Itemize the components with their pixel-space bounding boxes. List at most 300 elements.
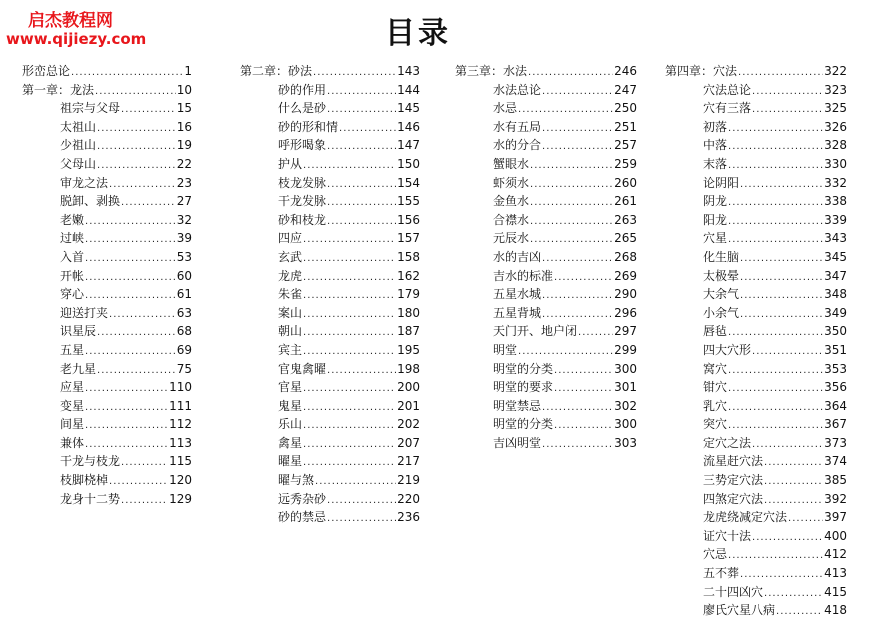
toc-dot-leader: [542, 287, 613, 306]
toc-entry[interactable]: [455, 81, 637, 100]
toc-entry-page-number: 236: [397, 510, 420, 525]
toc-entry[interactable]: [665, 136, 847, 155]
toc-entry-page-number: 261: [614, 194, 637, 209]
toc-entry-title: 脱卸、剥换: [60, 194, 121, 209]
toc-entry-page-number: 68: [176, 324, 192, 339]
toc-dot-leader: [764, 454, 823, 473]
toc-entry-page-number: 16: [176, 119, 192, 134]
toc-entry-title: 四应: [278, 231, 303, 246]
toc-entry-title: 水的分合: [493, 138, 542, 153]
toc-entry[interactable]: [455, 136, 637, 155]
toc-entry-page-number: 219: [397, 473, 420, 488]
toc-dot-leader: [728, 399, 823, 418]
toc-entry-page-number: 353: [824, 361, 847, 376]
toc-dot-leader: [97, 138, 176, 157]
toc-dot-leader: [752, 101, 823, 120]
toc-entry[interactable]: [240, 248, 420, 267]
toc-entry[interactable]: [455, 174, 637, 193]
toc-entry[interactable]: [665, 155, 847, 174]
toc-entry-title: 定穴之法: [703, 435, 752, 450]
toc-entry-page-number: 69: [176, 342, 192, 357]
toc-entry[interactable]: [240, 360, 420, 379]
toc-dot-leader: [303, 399, 396, 418]
toc-entry-page-number: 373: [824, 435, 847, 450]
toc-entry[interactable]: [22, 192, 192, 211]
toc-entry[interactable]: [665, 471, 847, 490]
toc-entry[interactable]: [455, 248, 637, 267]
toc-entry-page-number: 19: [176, 138, 192, 153]
toc-entry[interactable]: [455, 229, 637, 248]
toc-entry[interactable]: [455, 434, 637, 453]
toc-entry-title: 二十四凶穴: [703, 584, 764, 599]
toc-entry-page-number: 265: [614, 231, 637, 246]
toc-entry[interactable]: [22, 118, 192, 137]
toc-entry-page-number: 247: [614, 82, 637, 97]
toc-entry[interactable]: [22, 211, 192, 230]
toc-entry[interactable]: [22, 397, 192, 416]
toc-entry[interactable]: [240, 378, 420, 397]
toc-entry-title: 老九星: [60, 361, 97, 376]
toc-entry[interactable]: [240, 434, 420, 453]
toc-entry[interactable]: [455, 397, 637, 416]
toc-entry-title: 龙身十二势: [60, 491, 121, 506]
toc-dot-leader: [542, 436, 613, 455]
toc-dot-leader: [85, 231, 176, 250]
toc-entry-page-number: 155: [397, 194, 420, 209]
toc-entry-title: 乳穴: [703, 398, 728, 413]
toc-entry-page-number: 10: [176, 82, 192, 97]
watermark-site-name: 启杰教程网: [28, 11, 113, 31]
toc-dot-leader: [85, 417, 168, 436]
toc-dot-leader: [554, 362, 613, 381]
toc-entry[interactable]: [240, 285, 420, 304]
toc-dot-leader: [97, 120, 176, 139]
toc-entry-page-number: 302: [614, 398, 637, 413]
toc-entry[interactable]: [665, 564, 847, 583]
toc-dot-leader: [121, 492, 168, 511]
toc-entry[interactable]: [665, 285, 847, 304]
toc-entry[interactable]: [240, 322, 420, 341]
toc-entry-title: 形峦总论: [22, 64, 71, 78]
toc-dot-leader: [303, 324, 396, 343]
toc-entry[interactable]: [455, 360, 637, 379]
toc-entry-page-number: 115: [169, 454, 192, 469]
toc-dot-leader: [121, 194, 176, 213]
toc-entry[interactable]: [665, 174, 847, 193]
toc-entry-title: 蟹眼水: [493, 156, 530, 171]
toc-entry-title: 干龙与枝龙: [60, 454, 121, 469]
toc-entry-title: 间星: [60, 417, 85, 432]
toc-entry[interactable]: [665, 99, 847, 118]
toc-dot-leader: [740, 287, 823, 306]
toc-entry-page-number: 323: [824, 82, 847, 97]
toc-entry-title: 第三章：水法: [455, 64, 528, 78]
toc-entry[interactable]: [240, 508, 420, 527]
toc-entry-page-number: 53: [176, 249, 192, 264]
toc-entry-title: 阴龙: [703, 194, 728, 209]
toc-entry[interactable]: [22, 174, 192, 193]
toc-entry-title: 吉凶明堂: [493, 435, 542, 450]
toc-entry[interactable]: [665, 527, 847, 546]
toc-chapter-entry[interactable]: [22, 81, 192, 100]
toc-entry[interactable]: [240, 118, 420, 137]
toc-entry[interactable]: [22, 490, 192, 509]
toc-entry-title: 案山: [278, 305, 303, 320]
toc-entry[interactable]: [665, 545, 847, 564]
toc-entry-title: 天门开、地户闭: [493, 324, 578, 339]
toc-entry-page-number: 60: [176, 268, 192, 283]
toc-entry[interactable]: [22, 378, 192, 397]
toc-dot-leader: [728, 120, 823, 139]
toc-entry[interactable]: [665, 452, 847, 471]
toc-entry-title: 吉水的标准: [493, 268, 554, 283]
toc-entry-title: 穴星: [703, 231, 728, 246]
toc-entry-title: 突穴: [703, 417, 728, 432]
toc-entry[interactable]: [665, 211, 847, 230]
toc-entry-title: 曜星: [278, 454, 303, 469]
toc-entry-title: 钳穴: [703, 380, 728, 395]
toc-entry[interactable]: [240, 192, 420, 211]
toc-entry[interactable]: [22, 267, 192, 286]
toc-column-2: [240, 62, 420, 527]
toc-entry[interactable]: [22, 99, 192, 118]
toc-entry-title: 远秀杂砂: [278, 491, 327, 506]
toc-entry[interactable]: [665, 490, 847, 509]
toc-entry-title: 枝脚桡棹: [60, 473, 109, 488]
toc-entry-title: 乐山: [278, 417, 303, 432]
toc-entry-title: 小余气: [703, 305, 740, 320]
toc-entry[interactable]: [665, 322, 847, 341]
toc-chapter-entry[interactable]: [22, 62, 192, 81]
toc-entry-title: 化生脑: [703, 249, 740, 264]
toc-entry-title: 祖宗与父母: [60, 101, 121, 116]
toc-entry-title: 廖氏穴星八病: [703, 603, 776, 618]
toc-entry-page-number: 250: [614, 101, 637, 116]
toc-entry[interactable]: [240, 397, 420, 416]
toc-entry[interactable]: [665, 81, 847, 100]
toc-entry-title: 砂的禁忌: [278, 510, 327, 525]
toc-chapter-entry[interactable]: [665, 62, 847, 81]
toc-entry[interactable]: [455, 267, 637, 286]
toc-entry-title: 窝穴: [703, 361, 728, 376]
toc-entry-title: 砂的作用: [278, 82, 327, 97]
toc-entry[interactable]: [240, 174, 420, 193]
toc-dot-leader: [764, 473, 823, 492]
toc-entry-page-number: 260: [614, 175, 637, 190]
toc-entry-page-number: 349: [824, 305, 847, 320]
toc-dot-leader: [85, 269, 176, 288]
toc-entry-page-number: 257: [614, 138, 637, 153]
toc-entry-title: 砂和枝龙: [278, 212, 327, 227]
toc-entry[interactable]: [455, 415, 637, 434]
toc-entry-title: 曜与煞: [278, 473, 315, 488]
toc-entry-title: 龙虎绕减定穴法: [703, 510, 788, 525]
toc-entry[interactable]: [665, 434, 847, 453]
toc-entry[interactable]: [455, 118, 637, 137]
toc-entry-page-number: 220: [397, 491, 420, 506]
toc-entry[interactable]: [665, 378, 847, 397]
toc-entry-title: 论阴阳: [703, 175, 740, 190]
toc-dot-leader: [327, 194, 396, 213]
toc-dot-leader: [530, 194, 613, 213]
toc-entry-title: 末落: [703, 156, 728, 171]
toc-dot-leader: [752, 83, 823, 102]
toc-entry[interactable]: [665, 118, 847, 137]
toc-dot-leader: [728, 157, 823, 176]
toc-dot-leader: [85, 213, 176, 232]
toc-entry-page-number: 251: [614, 119, 637, 134]
toc-entry-page-number: 400: [824, 528, 847, 543]
toc-entry-page-number: 296: [614, 305, 637, 320]
toc-entry-title: 开帐: [60, 268, 85, 283]
toc-entry-title: 入首: [60, 249, 85, 264]
toc-entry-title: 应星: [60, 380, 85, 395]
toc-entry-page-number: 201: [397, 398, 420, 413]
toc-dot-leader: [327, 492, 396, 511]
toc-entry-title: 呼形喝象: [278, 138, 327, 153]
toc-entry-title: 宾主: [278, 342, 303, 357]
toc-dot-leader: [97, 362, 176, 381]
toc-entry[interactable]: [665, 267, 847, 286]
toc-dot-leader: [327, 510, 396, 529]
toc-dot-leader: [327, 362, 396, 381]
toc-entry[interactable]: [665, 397, 847, 416]
toc-entry[interactable]: [665, 415, 847, 434]
toc-dot-leader: [530, 231, 613, 250]
toc-entry-page-number: 351: [824, 342, 847, 357]
toc-dot-leader: [85, 399, 168, 418]
toc-entry[interactable]: [240, 229, 420, 248]
toc-entry-title: 水的吉凶: [493, 249, 542, 264]
toc-entry-title: 五星: [60, 342, 85, 357]
toc-entry[interactable]: [455, 378, 637, 397]
toc-dot-leader: [303, 436, 396, 455]
toc-entry[interactable]: [455, 211, 637, 230]
toc-entry-page-number: 343: [824, 231, 847, 246]
toc-entry[interactable]: [240, 136, 420, 155]
toc-entry[interactable]: [22, 155, 192, 174]
toc-entry-page-number: 330: [824, 156, 847, 171]
toc-entry[interactable]: [665, 192, 847, 211]
toc-entry-page-number: 144: [397, 82, 420, 97]
toc-entry-title: 明堂的要求: [493, 380, 554, 395]
toc-dot-leader: [303, 250, 396, 269]
toc-entry-title: 阳龙: [703, 212, 728, 227]
toc-entry-title: 官星: [278, 380, 303, 395]
toc-dot-leader: [776, 603, 823, 622]
toc-entry-page-number: 113: [169, 435, 192, 450]
page-title: 目录: [385, 16, 451, 51]
toc-entry-title: 朱雀: [278, 287, 303, 302]
toc-entry-title: 明堂的分类: [493, 361, 554, 376]
toc-entry[interactable]: [240, 471, 420, 490]
toc-entry[interactable]: [455, 155, 637, 174]
toc-entry-page-number: 392: [824, 491, 847, 506]
toc-entry[interactable]: [22, 360, 192, 379]
toc-dot-leader: [327, 176, 396, 195]
toc-entry-title: 识星辰: [60, 324, 97, 339]
toc-entry[interactable]: [455, 322, 637, 341]
toc-entry[interactable]: [22, 341, 192, 360]
toc-dot-leader: [554, 380, 613, 399]
toc-entry-title: 兼体: [60, 435, 85, 450]
watermark-url: www.qijiezy.com: [6, 30, 147, 48]
toc-entry[interactable]: [240, 211, 420, 230]
toc-entry-page-number: 147: [397, 138, 420, 153]
toc-entry[interactable]: [240, 99, 420, 118]
toc-entry[interactable]: [455, 304, 637, 323]
toc-entry[interactable]: [240, 304, 420, 323]
toc-entry[interactable]: [22, 415, 192, 434]
toc-entry-title: 四煞定穴法: [703, 491, 764, 506]
toc-entry-page-number: 27: [176, 194, 192, 209]
toc-dot-leader: [554, 417, 613, 436]
toc-entry[interactable]: [22, 322, 192, 341]
toc-entry[interactable]: [665, 248, 847, 267]
toc-entry-page-number: 413: [824, 566, 847, 581]
toc-entry[interactable]: [22, 285, 192, 304]
toc-entry[interactable]: [240, 490, 420, 509]
toc-entry-page-number: 179: [397, 287, 420, 302]
toc-entry[interactable]: [22, 471, 192, 490]
toc-dot-leader: [752, 343, 823, 362]
toc-entry[interactable]: [240, 415, 420, 434]
toc-entry[interactable]: [240, 341, 420, 360]
toc-entry-title: 明堂的分类: [493, 417, 554, 432]
toc-entry-title: 父母山: [60, 156, 97, 171]
toc-entry-page-number: 397: [824, 510, 847, 525]
toc-entry-page-number: 156: [397, 212, 420, 227]
toc-entry[interactable]: [665, 508, 847, 527]
toc-entry-page-number: 15: [176, 101, 192, 116]
toc-entry-title: 龙虎: [278, 268, 303, 283]
toc-entry-page-number: 22: [176, 156, 192, 171]
toc-entry-title: 中落: [703, 138, 728, 153]
toc-entry[interactable]: [665, 229, 847, 248]
toc-chapter-entry[interactable]: [240, 62, 420, 81]
toc-entry-title: 穿心: [60, 287, 85, 302]
toc-entry-title: 迎送打夹: [60, 305, 109, 320]
toc-entry-title: 老嫩: [60, 212, 85, 227]
toc-dot-leader: [121, 454, 168, 473]
toc-entry-page-number: 217: [397, 454, 420, 469]
toc-dot-leader: [728, 380, 823, 399]
toc-entry-page-number: 328: [824, 138, 847, 153]
toc-entry-page-number: 326: [824, 119, 847, 134]
toc-entry[interactable]: [240, 155, 420, 174]
toc-entry-page-number: 415: [824, 584, 847, 599]
toc-chapter-entry[interactable]: [455, 62, 637, 81]
toc-entry-title: 大余气: [703, 287, 740, 302]
toc-entry-title: 鬼星: [278, 398, 303, 413]
toc-dot-leader: [303, 231, 396, 250]
toc-column-3: [455, 62, 637, 452]
toc-entry[interactable]: [665, 360, 847, 379]
toc-entry[interactable]: [665, 341, 847, 360]
toc-entry[interactable]: [665, 583, 847, 602]
toc-entry-page-number: 23: [176, 175, 192, 190]
toc-entry[interactable]: [22, 304, 192, 323]
toc-entry[interactable]: [240, 81, 420, 100]
toc-entry-page-number: 356: [824, 380, 847, 395]
toc-entry-page-number: 300: [614, 417, 637, 432]
toc-dot-leader: [728, 231, 823, 250]
toc-entry-page-number: 367: [824, 417, 847, 432]
toc-entry-page-number: 111: [169, 398, 192, 413]
toc-entry[interactable]: [455, 192, 637, 211]
toc-dot-leader: [740, 306, 823, 325]
toc-entry-title: 穴法总论: [703, 82, 752, 97]
toc-entry-page-number: 297: [614, 324, 637, 339]
toc-dot-leader: [315, 473, 396, 492]
toc-entry-page-number: 263: [614, 212, 637, 227]
toc-entry-title: 第四章：穴法: [665, 64, 738, 78]
toc-entry[interactable]: [455, 341, 637, 360]
toc-entry[interactable]: [455, 99, 637, 118]
toc-entry[interactable]: [240, 452, 420, 471]
toc-column-4: [665, 62, 847, 620]
toc-entry-page-number: 418: [824, 603, 847, 618]
toc-dot-leader: [542, 120, 613, 139]
toc-dot-leader: [530, 176, 613, 195]
toc-entry-page-number: 110: [169, 380, 192, 395]
toc-dot-leader: [303, 417, 396, 436]
toc-entry-title: 禽星: [278, 435, 303, 450]
toc-entry-page-number: 364: [824, 398, 847, 413]
toc-entry-page-number: 322: [824, 64, 847, 78]
toc-entry[interactable]: [22, 136, 192, 155]
toc-dot-leader: [85, 380, 168, 399]
toc-entry-page-number: 345: [824, 249, 847, 264]
toc-entry-title: 官鬼禽曜: [278, 361, 327, 376]
toc-entry[interactable]: [455, 285, 637, 304]
toc-entry-title: 明堂禁忌: [493, 398, 542, 413]
toc-entry-page-number: 162: [397, 268, 420, 283]
toc-entry[interactable]: [22, 452, 192, 471]
toc-entry-page-number: 374: [824, 454, 847, 469]
toc-dot-leader: [728, 138, 823, 157]
toc-entry[interactable]: [665, 601, 847, 620]
toc-entry-page-number: 187: [397, 324, 420, 339]
toc-entry-page-number: 202: [397, 417, 420, 432]
toc-entry-title: 干龙发脉: [278, 194, 327, 209]
toc-entry[interactable]: [22, 248, 192, 267]
toc-entry-title: 明堂: [493, 342, 518, 357]
toc-entry[interactable]: [665, 304, 847, 323]
toc-entry-page-number: 269: [614, 268, 637, 283]
toc-entry-title: 什么是砂: [278, 101, 327, 116]
toc-entry-page-number: 61: [176, 287, 192, 302]
toc-dot-leader: [327, 138, 396, 157]
toc-entry-title: 朝山: [278, 324, 303, 339]
toc-dot-leader: [752, 529, 823, 548]
toc-entry-title: 初落: [703, 119, 728, 134]
toc-entry-title: 水有五局: [493, 119, 542, 134]
toc-entry[interactable]: [240, 267, 420, 286]
toc-dot-leader: [303, 306, 396, 325]
toc-entry-title: 元辰水: [493, 231, 530, 246]
toc-entry-page-number: 339: [824, 212, 847, 227]
toc-entry-title: 过峡: [60, 231, 85, 246]
toc-entry-title: 证穴十法: [703, 528, 752, 543]
toc-entry[interactable]: [22, 229, 192, 248]
toc-dot-leader: [788, 510, 823, 529]
toc-entry-page-number: 39: [176, 231, 192, 246]
toc-entry[interactable]: [22, 434, 192, 453]
toc-entry-page-number: 268: [614, 249, 637, 264]
toc-entry-page-number: 332: [824, 175, 847, 190]
toc-entry-title: 流星赶穴法: [703, 454, 764, 469]
